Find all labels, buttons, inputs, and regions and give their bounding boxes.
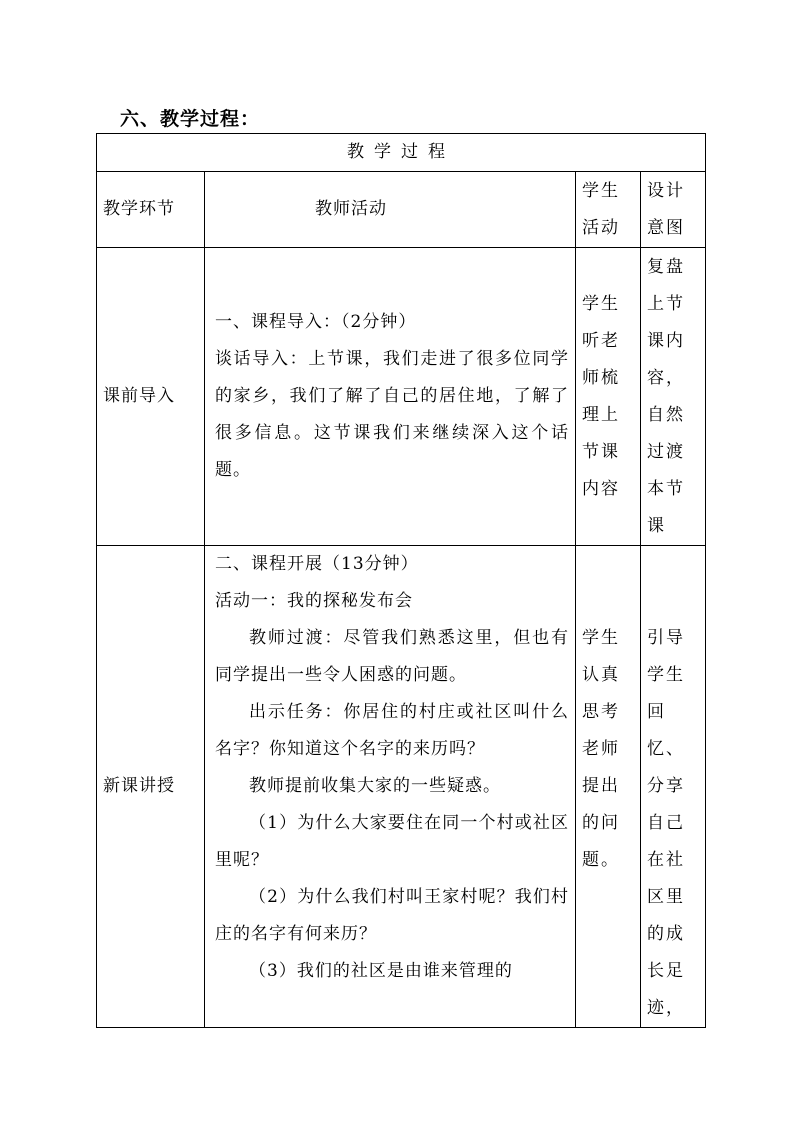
row-student-activity: 学生认真思考老师提出的问题。	[576, 546, 641, 1028]
row-teacher-activity	[205, 248, 576, 546]
row-stage: 新课讲授	[97, 546, 205, 1028]
table-title: 教学过程	[97, 134, 706, 172]
teacher-line: （1）为什么大家要住在同一个村或社区里呢？	[215, 813, 569, 870]
header-stage: 教学环节	[97, 172, 205, 248]
row-design-intent: 引导学生回忆、分享自己在社区里的成长足迹，	[641, 546, 706, 1028]
table-row	[97, 546, 706, 1028]
teacher-line: （2）为什么我们村叫王家村呢？我们村庄的名字有何来历？	[215, 887, 569, 944]
table-row	[97, 248, 706, 546]
teacher-line: （3）我们的社区是由谁来管理的	[249, 961, 513, 981]
section-heading: 六、教学过程：	[120, 108, 261, 130]
header-teacher-activity: 教师活动	[205, 172, 576, 248]
row-student-activity: 学生听老师梳理上节课内容	[576, 248, 641, 546]
header-design-intent: 设计意图	[641, 172, 706, 248]
teacher-line: 二、课程开展（13分钟）	[215, 554, 419, 574]
row-stage: 课前导入	[97, 248, 205, 546]
teaching-process-table	[96, 133, 706, 1028]
teacher-line: 活动一：我的探秘发布会	[215, 591, 413, 611]
row-teacher-activity	[205, 546, 576, 1028]
teacher-line: 教师过渡：尽管我们熟悉这里，但也有同学提出一些令人困惑的问题。	[215, 628, 569, 685]
row-design-intent: 复盘上节课内容，自然过渡本节课	[641, 248, 706, 546]
table-title-row	[97, 134, 706, 172]
teacher-line: 出示任务：你居住的村庄或社区叫什么名字？你知道这个名字的来历吗？	[215, 702, 569, 759]
header-student-activity: 学生活动	[576, 172, 641, 248]
teacher-line: 一、课程导入：（2分钟）	[215, 312, 417, 332]
teacher-line: 谈话导入：上节课，我们走进了很多位同学的家乡，我们了解了自己的居住地，了解了很多信息。这节课我们来继续深入这个话题。	[215, 349, 569, 480]
table-header-row	[97, 172, 706, 248]
teacher-line: 教师提前收集大家的一些疑惑。	[249, 776, 501, 796]
